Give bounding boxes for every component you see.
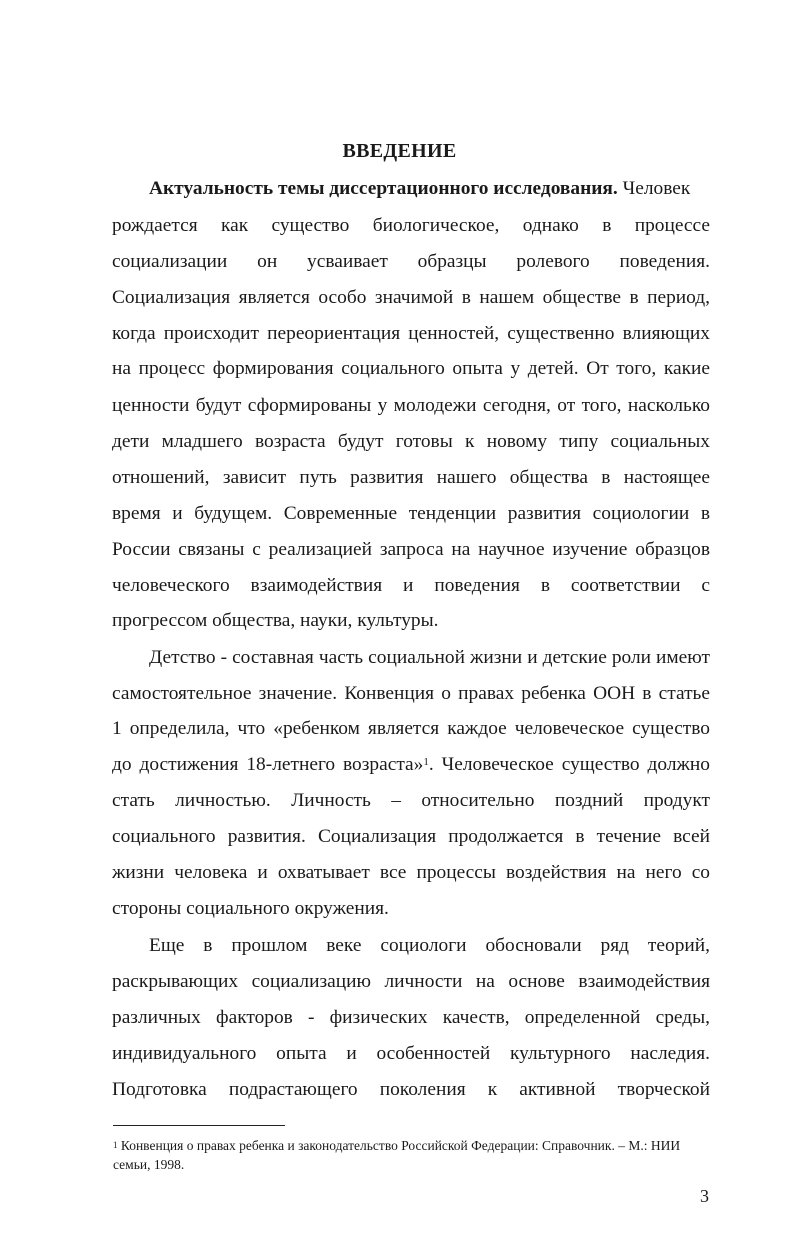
footnote-separator	[113, 1125, 285, 1126]
lead-bold-text: Актуальность темы диссертационного исследования.	[149, 178, 618, 199]
paragraph-1-line-13: прогрессом общества, науки, культуры.	[112, 610, 439, 631]
page-number: 3	[700, 1186, 709, 1206]
paragraph-1-line-6: на процесс формирования социального опыта у детей. От того, какие	[112, 358, 710, 379]
footnote-line-1	[113, 1137, 713, 1155]
page-title: ВВЕДЕНИЕ	[342, 140, 457, 162]
paragraph-3-line-2: раскрывающих социализацию личности на основе взаимодействия	[112, 971, 710, 992]
footnote-marker: 1	[113, 1140, 118, 1150]
paragraph-1-line-3: социализации он усваивает образцы ролевого поведения.	[112, 251, 710, 272]
paragraph-2-line-8: стороны социального окружения.	[112, 898, 389, 919]
paragraph-1-line-7: ценности будут сформированы у молодежи сегодня, от того, насколько	[112, 395, 710, 416]
paragraph-3-line-4: индивидуального опыта и особенностей культурного наследия.	[112, 1043, 710, 1064]
paragraph-2-line-3: 1 определила, что «ребенком является каждое человеческое существо	[112, 718, 710, 739]
paragraph-1-line-5: когда происходит переориентация ценностей, существенно влияющих	[112, 323, 710, 344]
footnote-line-2: семьи, 1998.	[113, 1157, 185, 1172]
text-before-footnote: до достижения 18-летнего возраста»	[112, 754, 424, 775]
paragraph-1-line-1	[149, 177, 710, 201]
paragraph-2-line-4	[112, 753, 710, 777]
paragraph-2-line-1: Детство - составная часть социальной жизни и детские роли имеют	[149, 647, 710, 668]
footnote-text: Конвенция о правах ребенка и законодательство Российской Федерации: Справочник. – М.: НИИ	[117, 1138, 681, 1153]
paragraph-2-line-2: самостоятельное значение. Конвенция о правах ребенка ООН в статье	[112, 683, 710, 704]
lead-rest-text: Человек	[617, 178, 691, 199]
paragraph-1-line-8: дети младшего возраста будут готовы к новому типу социальных	[112, 431, 710, 452]
text-after-footnote: . Человеческое существо должно	[428, 754, 710, 775]
paragraph-1-line-9: отношений, зависит путь развития нашего общества в настоящее	[112, 467, 710, 488]
paragraph-1-line-4: Социализация является особо значимой в нашем обществе в период,	[112, 287, 710, 308]
paragraph-3-line-3: различных факторов - физических качеств, определенной среды,	[112, 1007, 710, 1028]
paragraph-3-line-5: Подготовка подрастающего поколения к активной творческой	[112, 1079, 710, 1100]
footnote-ref-marker: 1	[423, 756, 429, 768]
paragraph-1-line-2: рождается как существо биологическое, однако в процессе	[112, 215, 710, 236]
paragraph-3-line-1: Еще в прошлом веке социологи обосновали ряд теорий,	[149, 935, 710, 956]
paragraph-1-line-10: время и будущем. Современные тенденции развития социологии в	[112, 503, 710, 524]
paragraph-2-line-5: стать личностью. Личность – относительно поздний продукт	[112, 790, 710, 811]
paragraph-1-line-11: России связаны с реализацией запроса на научное изучение образцов	[112, 539, 710, 560]
paragraph-2-line-6: социального развития. Социализация продолжается в течение всей	[112, 826, 710, 847]
paragraph-1-line-12: человеческого взаимодействия и поведения в соответствии с	[112, 575, 710, 596]
paragraph-2-line-7: жизни человека и охватывает все процессы воздействия на него со	[112, 862, 710, 883]
